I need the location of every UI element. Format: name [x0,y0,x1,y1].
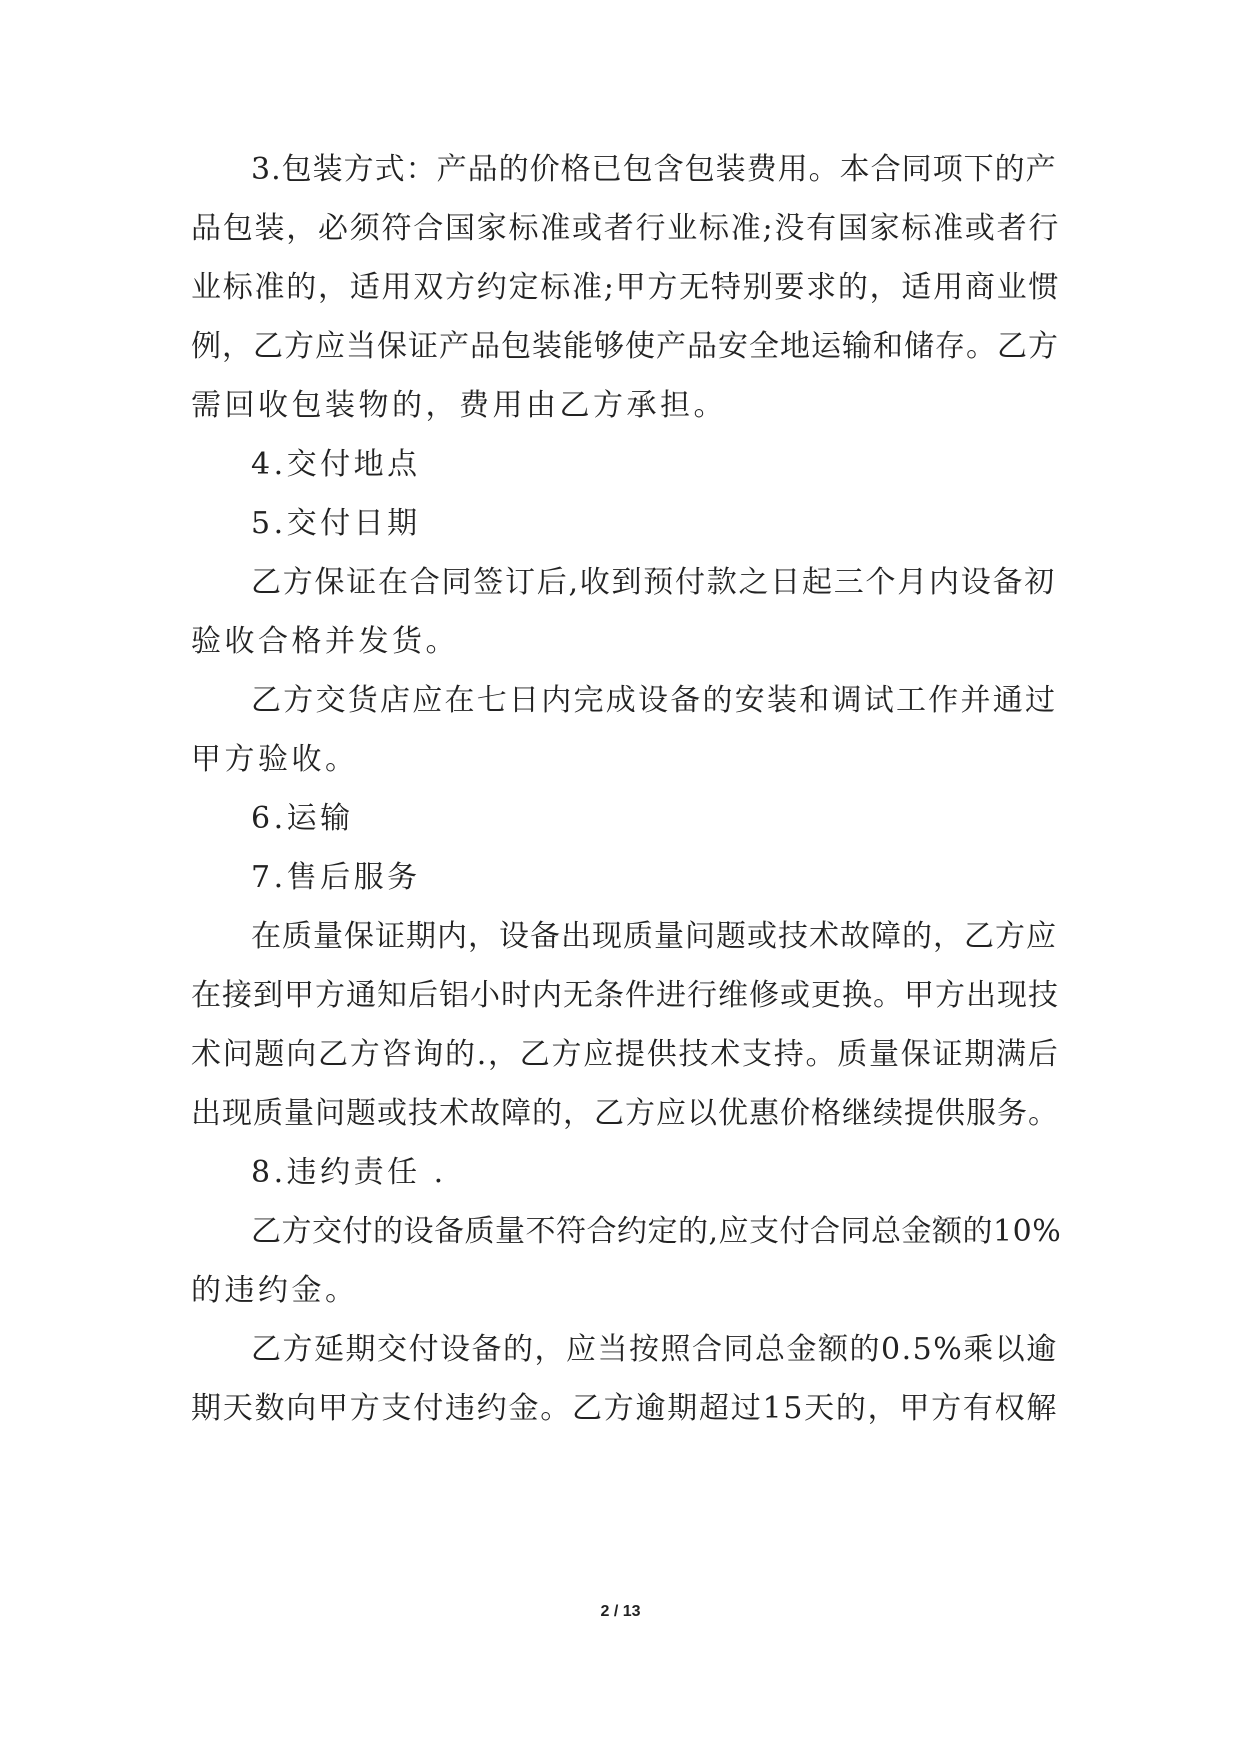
section-heading: 6.运输 [251,801,354,836]
text-line: 乙方交货店应在七日内完成设备的安装和调试工作并通过 [251,683,1058,718]
text-line: 品包装，必须符合国家标准或者行业标准;没有国家标准或者行 [191,211,1061,246]
text-line: 乙方交付的设备质量不符合约定的,应支付合同总金额的10% [251,1214,1062,1249]
text-line: 需回收包装物的，费用由乙方承担。 [191,388,727,423]
text-line: 3.包装方式：产品的价格已包含包装费用。本合同项下的产 [251,152,1057,187]
text-line: 乙方延期交付设备的，应当按照合同总金额的0.5%乘以逾 [251,1332,1058,1367]
text-line: 在接到甲方通知后铝小时内无条件进行维修或更换。甲方出现技 [191,978,1059,1013]
section-heading: 8.违约责任 . [251,1155,447,1190]
page-number: 2 / 13 [600,1603,641,1620]
text-line: 乙方保证在合同签订后,收到预付款之日起三个月内设备初 [251,565,1057,600]
section-heading: 4.交付地点 [251,447,421,482]
text-line: 甲方验收。 [191,742,359,777]
section-heading: 7.售后服务 [251,860,421,895]
text-line: 业标准的，适用双方约定标准;甲方无特别要求的，适用商业惯 [191,270,1061,305]
text-line: 期天数向甲方支付违约金。乙方逾期超过15天的，甲方有权解 [191,1391,1059,1426]
text-line: 出现质量问题或技术故障的，乙方应以优惠价格继续提供服务。 [191,1096,1059,1131]
text-line: 验收合格并发货。 [191,624,459,659]
text-line: 例，乙方应当保证产品包装能够使产品安全地运输和储存。乙方 [191,329,1059,364]
text-line: 在质量保证期内，设备出现质量问题或技术故障的，乙方应 [251,919,1057,954]
text-line: 术问题向乙方咨询的.，乙方应提供技术支持。质量保证期满后 [191,1037,1060,1072]
text-line: 的违约金。 [191,1273,359,1308]
section-heading: 5.交付日期 [251,506,421,541]
